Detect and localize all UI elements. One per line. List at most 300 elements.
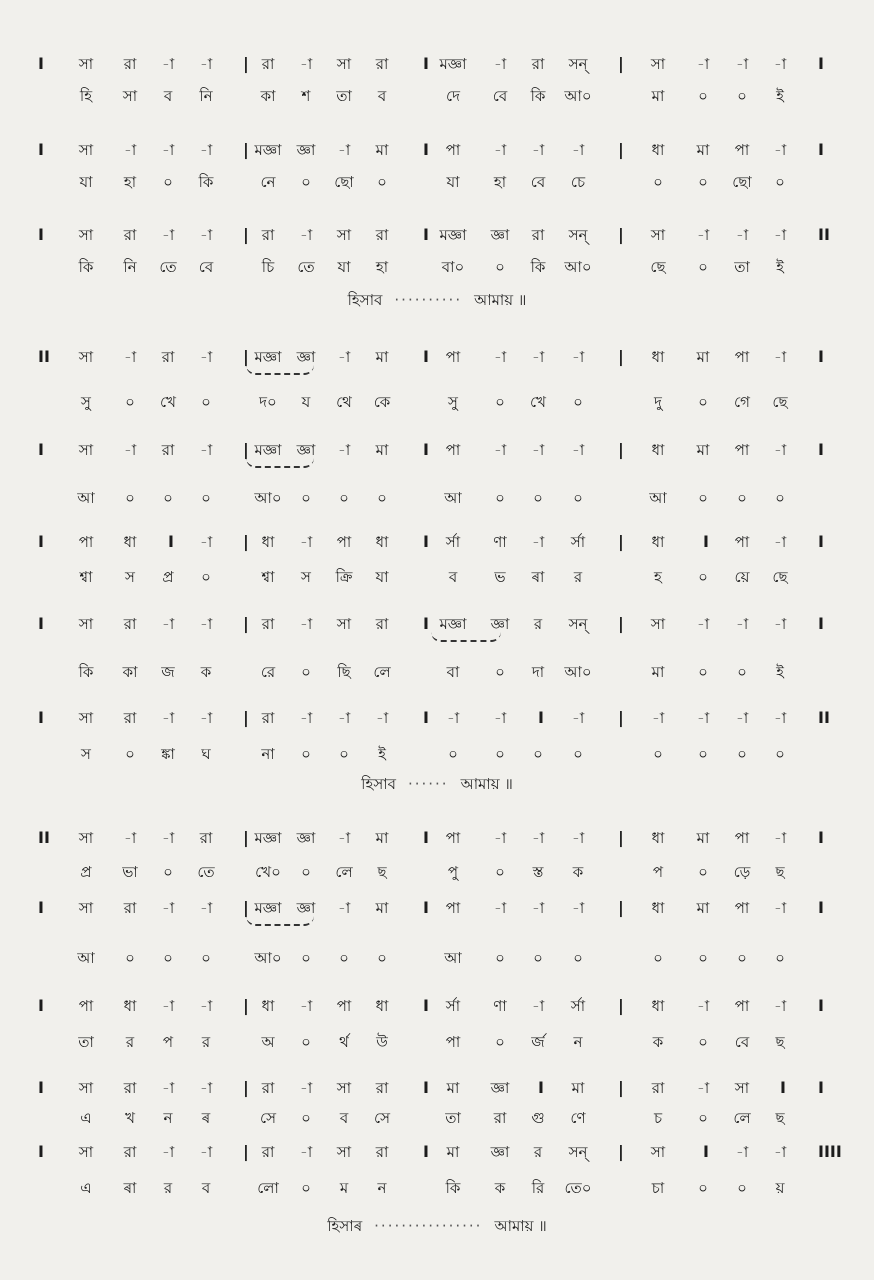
swara-note: রা	[375, 226, 389, 244]
swara-row	[38, 52, 858, 76]
swara-note: রা	[261, 55, 275, 73]
lyric-syllable: সু	[81, 393, 91, 411]
swara-note: -া	[493, 899, 507, 917]
swara-note: সা	[336, 1143, 352, 1161]
swara-row	[38, 438, 858, 462]
lyric-syllable: ব	[377, 87, 387, 105]
swara-note: পা	[734, 348, 750, 366]
lyric-syllable: ০	[301, 1109, 311, 1127]
lyric-syllable: ব	[339, 1109, 349, 1127]
lyric-syllable: ৰ	[201, 1109, 211, 1127]
refrain-dots: ······	[407, 775, 449, 793]
swara-note: -া	[123, 141, 137, 159]
lyric-syllable: চে	[570, 173, 586, 191]
lyric-syllable: ০	[775, 949, 785, 967]
lyric-syllable: ০	[301, 745, 311, 763]
swara-note: রা	[261, 709, 275, 727]
lyric-syllable: ০	[573, 489, 583, 507]
lyric-syllable: ০	[448, 745, 458, 763]
swara-note: রা	[123, 899, 137, 917]
refrain-start: হিসাৰ	[327, 1217, 363, 1235]
swara-note: রা	[261, 615, 275, 633]
bar-line: I	[703, 532, 709, 551]
lyric-row	[38, 1106, 858, 1130]
bar-line: I	[38, 440, 44, 459]
swara-note: সা	[336, 55, 352, 73]
lyric-syllable: ০	[495, 1033, 505, 1051]
swara-note: ধা	[375, 997, 389, 1015]
lyric-syllable: ছ	[775, 1033, 785, 1051]
lyric-syllable: ০	[495, 393, 505, 411]
lyric-syllable: ০	[495, 863, 505, 881]
lyric-syllable: হা	[375, 258, 389, 276]
lyric-syllable: ক্রি	[335, 568, 353, 586]
lyric-syllable: ০	[301, 949, 311, 967]
lyric-syllable: ছে	[650, 258, 666, 276]
lyric-syllable: য	[301, 393, 311, 411]
swara-note: ধা	[123, 533, 137, 551]
swara-note: পা	[445, 829, 461, 847]
bar-line: |	[243, 614, 249, 633]
bar-line: I	[38, 225, 44, 244]
swara-note: মা	[696, 829, 710, 847]
bar-line: |	[243, 898, 249, 917]
swara-note: সা	[78, 441, 94, 459]
lyric-syllable: ছ	[775, 863, 785, 881]
bar-line: I	[38, 1142, 44, 1161]
bar-line: I	[818, 532, 824, 551]
swara-note: -া	[531, 441, 545, 459]
lyric-syllable: ০	[533, 949, 543, 967]
lyric-syllable: যা	[375, 568, 389, 586]
swara-note: -া	[696, 226, 710, 244]
swara-note: -া	[299, 997, 313, 1015]
bar-line: I	[423, 532, 429, 551]
swara-note: জ্ঞা	[296, 829, 316, 847]
swara-note: -া	[161, 55, 175, 73]
swara-note: রা	[531, 55, 545, 73]
lyric-syllable: ০	[201, 568, 211, 586]
swara-note: সন্	[568, 1143, 588, 1161]
lyric-syllable: উ	[376, 1033, 388, 1051]
refrain-line	[0, 288, 874, 312]
lyric-syllable: ০	[339, 949, 349, 967]
lyric-syllable: ০	[698, 87, 708, 105]
swara-note: পা	[445, 441, 461, 459]
swara-note: রা	[123, 1143, 137, 1161]
lyric-syllable: ০	[125, 745, 135, 763]
tie-mark	[246, 916, 314, 926]
swara-note: ধা	[261, 997, 275, 1015]
lyric-syllable: তা	[78, 1033, 94, 1051]
lyric-syllable: ০	[737, 87, 747, 105]
bar-line: I	[423, 347, 429, 366]
swara-note: রা	[123, 615, 137, 633]
lyric-syllable: তে০	[564, 1179, 592, 1197]
lyric-syllable: তে	[159, 258, 177, 276]
swara-note: সন্	[568, 55, 588, 73]
refrain-dots: ··········	[394, 291, 463, 309]
swara-note: সা	[650, 226, 666, 244]
lyric-syllable: শ্বা	[261, 568, 275, 586]
lyric-syllable: র	[125, 1033, 135, 1051]
bar-line: I	[818, 347, 824, 366]
swara-note: মা	[571, 1079, 585, 1097]
lyric-syllable: কা	[122, 663, 138, 681]
refrain-end: আমায় ॥	[474, 291, 527, 309]
swara-note: -া	[531, 899, 545, 917]
swara-note: -া	[299, 615, 313, 633]
lyric-syllable: ০	[653, 949, 663, 967]
lyric-syllable: খে০	[255, 863, 281, 881]
lyric-syllable: ০	[301, 863, 311, 881]
swara-note: জ্ঞা	[490, 1079, 510, 1097]
lyric-syllable: না	[261, 745, 275, 763]
swara-note: পা	[734, 141, 750, 159]
swara-note: -া	[531, 533, 545, 551]
bar-line: |	[618, 532, 624, 551]
bar-line: II	[38, 347, 50, 366]
swara-note: রা	[531, 226, 545, 244]
swara-note: -া	[531, 829, 545, 847]
swara-note: -া	[161, 615, 175, 633]
lyric-syllable: কি	[530, 87, 546, 105]
bar-line: I	[538, 708, 544, 727]
lyric-syllable: ০	[125, 393, 135, 411]
swara-note: -া	[696, 1079, 710, 1097]
swara-note: -া	[493, 55, 507, 73]
refrain-start: হিসাব	[361, 775, 396, 793]
bar-line: |	[243, 347, 249, 366]
lyric-syllable: হা	[493, 173, 507, 191]
swara-note: মা	[446, 1143, 460, 1161]
lyric-syllable: ব	[201, 1179, 211, 1197]
swara-note: র	[533, 1143, 543, 1161]
lyric-syllable: জ	[161, 663, 175, 681]
bar-line: |	[618, 708, 624, 727]
swara-note: -া	[493, 348, 507, 366]
lyric-syllable: দ০	[259, 393, 277, 411]
swara-note: -া	[531, 997, 545, 1015]
bar-line: |	[618, 347, 624, 366]
lyric-syllable: আ	[77, 949, 95, 967]
swara-note: মা	[696, 141, 710, 159]
lyric-syllable: ০	[301, 663, 311, 681]
bar-line: I	[818, 54, 824, 73]
swara-row	[38, 138, 858, 162]
swara-note: -া	[773, 226, 787, 244]
lyric-syllable: লো	[257, 1179, 279, 1197]
bar-line: I	[423, 1078, 429, 1097]
swara-note: পা	[336, 533, 352, 551]
lyric-syllable: য়	[775, 1179, 785, 1197]
swara-row	[38, 994, 858, 1018]
bar-line: II	[38, 828, 50, 847]
swara-note: মজ্ঞা	[439, 226, 467, 244]
swara-note: রা	[375, 55, 389, 73]
lyric-syllable: ন	[163, 1109, 173, 1127]
swara-note: -া	[773, 348, 787, 366]
lyric-syllable: যা	[446, 173, 460, 191]
lyric-syllable: আ	[649, 489, 667, 507]
swara-note: -া	[735, 55, 749, 73]
bar-line: |	[243, 532, 249, 551]
lyric-syllable: তা	[336, 87, 352, 105]
swara-note: -া	[531, 348, 545, 366]
lyric-row	[38, 84, 858, 108]
swara-note: -া	[773, 441, 787, 459]
swara-note: মজ্ঞা	[254, 441, 282, 459]
bar-line: I	[38, 898, 44, 917]
bar-line: |	[618, 1078, 624, 1097]
tie-mark	[246, 458, 314, 468]
swara-note: -া	[651, 709, 665, 727]
lyric-syllable: গু	[531, 1109, 545, 1127]
lyric-syllable: ন	[573, 1033, 583, 1051]
swara-note: ধা	[375, 533, 389, 551]
bar-line: |	[243, 828, 249, 847]
swara-note: -া	[199, 1079, 213, 1097]
swara-note: পা	[734, 899, 750, 917]
swara-note: পা	[734, 997, 750, 1015]
lyric-syllable: লে	[733, 1109, 751, 1127]
swara-note: -া	[696, 615, 710, 633]
lyric-syllable: ছ	[775, 1109, 785, 1127]
swara-note: ণা	[493, 533, 507, 551]
lyric-syllable: তে	[297, 258, 315, 276]
lyric-syllable: যা	[79, 173, 93, 191]
swara-row	[38, 826, 858, 850]
swara-note: ধা	[651, 829, 665, 847]
bar-line: I	[423, 54, 429, 73]
lyric-syllable: চ	[653, 1109, 663, 1127]
lyric-syllable: প	[162, 1033, 174, 1051]
swara-note: -া	[199, 615, 213, 633]
bar-line: I	[38, 140, 44, 159]
swara-note: -া	[299, 55, 313, 73]
swara-note: -া	[199, 997, 213, 1015]
swara-note: -া	[123, 348, 137, 366]
swara-note: সা	[650, 615, 666, 633]
bar-line: |	[243, 996, 249, 1015]
lyric-syllable: কে	[373, 393, 391, 411]
bar-line: I	[423, 614, 429, 633]
swara-note: সা	[78, 55, 94, 73]
bar-line: I	[423, 1142, 429, 1161]
swara-note: -া	[199, 709, 213, 727]
lyric-syllable: ভ	[494, 568, 506, 586]
lyric-syllable: যা	[337, 258, 351, 276]
lyric-syllable: ০	[301, 489, 311, 507]
bar-line: |	[618, 1142, 624, 1161]
lyric-syllable: পা	[445, 1033, 461, 1051]
swara-note: জ্ঞা	[490, 226, 510, 244]
swara-row	[38, 1140, 858, 1164]
lyric-syllable: শ	[301, 87, 311, 105]
swara-note: -া	[773, 615, 787, 633]
lyric-syllable: বা	[446, 663, 460, 681]
lyric-syllable: থে	[336, 393, 352, 411]
bar-line: I	[38, 614, 44, 633]
lyric-syllable: ০	[653, 173, 663, 191]
swara-note: পা	[734, 829, 750, 847]
swara-note: -া	[571, 141, 585, 159]
lyric-syllable: ০	[125, 949, 135, 967]
bar-line: I	[423, 828, 429, 847]
swara-note: সা	[336, 615, 352, 633]
swara-note: -া	[161, 1143, 175, 1161]
lyric-syllable: ০	[377, 949, 387, 967]
bar-line: I	[818, 1078, 824, 1097]
lyric-syllable: ০	[339, 745, 349, 763]
lyric-syllable: সু	[448, 393, 458, 411]
lyric-syllable: ভা	[122, 863, 138, 881]
lyric-row	[38, 565, 858, 589]
lyric-syllable: খে	[530, 393, 546, 411]
lyric-syllable: স্ত	[532, 863, 544, 881]
swara-note: রা	[123, 709, 137, 727]
lyric-syllable: ঙ্কা	[161, 745, 175, 763]
swara-note: -া	[571, 709, 585, 727]
swara-note: ধা	[651, 899, 665, 917]
bar-line: |	[243, 440, 249, 459]
lyric-row	[38, 660, 858, 684]
lyric-syllable: কা	[260, 87, 276, 105]
swara-note: -া	[337, 829, 351, 847]
swara-note: ধা	[123, 997, 137, 1015]
swara-note: -া	[199, 226, 213, 244]
bar-line: |	[243, 708, 249, 727]
swara-note: -া	[493, 141, 507, 159]
swara-note: পা	[734, 441, 750, 459]
lyric-syllable: কি	[530, 258, 546, 276]
bar-line: |	[618, 225, 624, 244]
lyric-syllable: আ০	[564, 258, 592, 276]
swara-note: ণা	[493, 997, 507, 1015]
lyric-syllable: ড়ে	[733, 863, 751, 881]
lyric-syllable: রা	[493, 1109, 507, 1127]
lyric-syllable: ০	[573, 745, 583, 763]
swara-note: -া	[773, 141, 787, 159]
lyric-syllable: ০	[573, 949, 583, 967]
lyric-syllable: পু	[447, 863, 459, 881]
swara-note: সা	[78, 709, 94, 727]
swara-row	[38, 896, 858, 920]
lyric-row	[38, 170, 858, 194]
swara-note: -া	[337, 141, 351, 159]
bar-line: I	[423, 225, 429, 244]
swara-note: মা	[696, 899, 710, 917]
swara-note: -া	[199, 441, 213, 459]
swara-note: সন্	[568, 226, 588, 244]
swara-note: মা	[375, 899, 389, 917]
bar-line: I	[38, 532, 44, 551]
lyric-syllable: ক	[494, 1179, 506, 1197]
lyric-syllable: খে	[160, 393, 176, 411]
lyric-syllable: ০	[377, 489, 387, 507]
lyric-syllable: ক	[200, 663, 212, 681]
swara-note: জ্ঞা	[296, 348, 316, 366]
lyric-syllable: তা	[445, 1109, 461, 1127]
swara-note: -া	[735, 615, 749, 633]
swara-note: -া	[161, 226, 175, 244]
bar-line: I	[818, 440, 824, 459]
refrain-start: হিসাব	[347, 291, 383, 309]
lyric-syllable: আ	[444, 949, 462, 967]
lyric-syllable: ই	[776, 87, 784, 105]
lyric-row	[38, 742, 858, 766]
swara-note: -া	[773, 709, 787, 727]
swara-note: জ্ঞা	[490, 615, 510, 633]
lyric-syllable: স	[301, 568, 311, 586]
refrain-end: আমায় ॥	[494, 1217, 547, 1235]
lyric-syllable: ০	[698, 258, 708, 276]
bar-line: |	[618, 828, 624, 847]
swara-note: রা	[375, 615, 389, 633]
swara-note: ধা	[651, 533, 665, 551]
swara-note: -া	[199, 533, 213, 551]
lyric-syllable: ৰা	[531, 568, 545, 586]
lyric-syllable: ০	[698, 863, 708, 881]
bar-line: I	[818, 898, 824, 917]
swara-row	[38, 223, 858, 247]
bar-line: II	[818, 225, 830, 244]
swara-note: -া	[773, 829, 787, 847]
swara-note: রা	[261, 1079, 275, 1097]
swara-note: রা	[123, 55, 137, 73]
swara-note: -া	[735, 709, 749, 727]
swara-note: -া	[161, 141, 175, 159]
lyric-syllable: স	[81, 745, 91, 763]
swara-note: রা	[161, 441, 175, 459]
swara-note: মজ্ঞা	[254, 141, 282, 159]
lyric-syllable: কি	[445, 1179, 461, 1197]
lyric-syllable: মা	[651, 663, 665, 681]
swara-note: রা	[261, 226, 275, 244]
lyric-syllable: ০	[698, 173, 708, 191]
bar-line: I	[38, 708, 44, 727]
lyric-syllable: র্থ	[339, 1033, 349, 1051]
bar-line: I	[703, 1142, 709, 1161]
swara-note: -া	[735, 1143, 749, 1161]
lyric-syllable: চি	[261, 258, 275, 276]
swara-note: মজ্ঞা	[439, 55, 467, 73]
swara-note: মা	[696, 348, 710, 366]
lyric-syllable: ০	[495, 745, 505, 763]
swara-note: -া	[773, 1143, 787, 1161]
swara-note: -া	[161, 829, 175, 847]
lyric-syllable: কি	[198, 173, 214, 191]
lyric-syllable: ০	[737, 949, 747, 967]
tie-mark	[431, 632, 501, 642]
swara-note: র	[533, 615, 543, 633]
lyric-syllable: নে	[260, 173, 276, 191]
swara-note: -া	[696, 55, 710, 73]
lyric-syllable: সে	[374, 1109, 390, 1127]
lyric-syllable: ক	[652, 1033, 664, 1051]
lyric-syllable: ছে	[772, 393, 788, 411]
bar-line: I	[423, 898, 429, 917]
swara-note: মা	[696, 441, 710, 459]
swara-note: -া	[571, 441, 585, 459]
lyric-syllable: ছো	[334, 173, 354, 191]
bar-line: |	[618, 996, 624, 1015]
bar-line: I	[780, 1078, 786, 1097]
bar-line: |	[618, 614, 624, 633]
lyric-syllable: শ্বা	[79, 568, 93, 586]
bar-line: |	[243, 140, 249, 159]
bar-line: |	[618, 54, 624, 73]
